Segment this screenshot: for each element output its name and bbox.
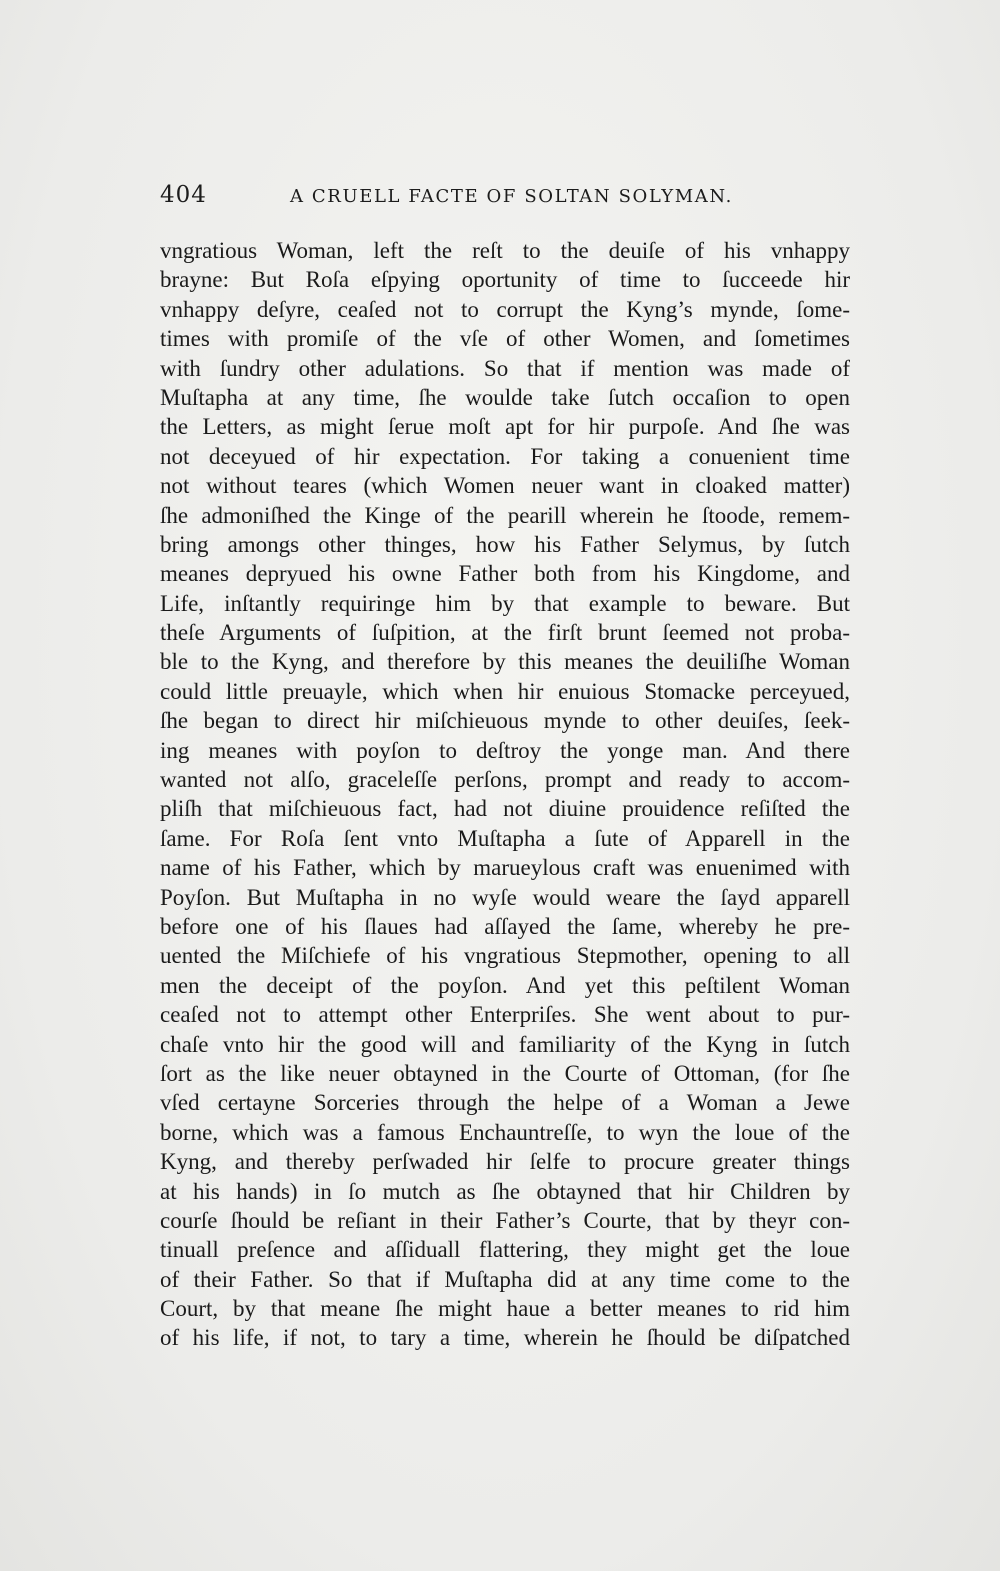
text-line: Muſtapha at any time, ſhe woulde take ſutch occaſion to open: [160, 384, 850, 410]
text-line: ceaſed not to attempt other Enterpriſes. She went about to pur-: [160, 1002, 850, 1028]
text-line: ble to the Kyng, and therefore by this meanes the deuiliſhe Woman: [160, 649, 850, 675]
text-line: uented the Miſchiefe of his vngratious Stepmother, opening to all: [160, 943, 850, 969]
text-line: not deceyued of hir expectation. For taking a conuenient time: [160, 443, 850, 469]
text-line: of their Father. So that if Muſtapha did at any time come to the: [160, 1266, 850, 1292]
text-line: with ſundry other adulations. So that if mention was made of: [160, 355, 850, 381]
text-line: vnhappy deſyre, ceaſed not to corrupt the Kyng’s mynde, ſome-: [160, 296, 850, 322]
text-line: brayne: But Roſa eſpying oportunity of time to ſucceede hir: [160, 267, 850, 293]
text-line: before one of his ſlaues had aſſayed the ſame, whereby he pre-: [160, 913, 850, 939]
text-line: ſhe admoniſhed the Kinge of the pearill wherein he ſtoode, remem-: [160, 502, 850, 528]
text-line: tinuall preſence and aſſiduall flattering, they might get the loue: [160, 1237, 850, 1263]
text-line: bring amongs other thinges, how his Father Selymus, by ſutch: [160, 531, 850, 557]
text-line: men the deceipt of the poyſon. And yet this peſtilent Woman: [160, 972, 850, 998]
text-line: Life, inſtantly requiringe him by that example to beware. But: [160, 590, 850, 616]
text-line: theſe Arguments of ſuſpition, at the firſt brunt ſeemed not proba-: [160, 620, 850, 646]
text-line: ſort as the like neuer obtayned in the Courte of Ottoman, (for ſhe: [160, 1060, 850, 1086]
body-text: [160, 236, 850, 1353]
text-line: could little preuayle, which when hir enuious Stomacke perceyued,: [160, 678, 850, 704]
text-line: ſame. For Roſa ſent vnto Muſtapha a ſute of Apparell in the: [160, 825, 850, 851]
text-line: not without teares (which Women neuer want in cloaked matter): [160, 473, 850, 499]
text-line: courſe ſhould be reſiant in their Father’s Courte, that by theyr con-: [160, 1207, 850, 1233]
text-line: vngratious Woman, left the reſt to the deuiſe of his vnhappy: [160, 238, 850, 263]
text-line: the Letters, as might ſerue moſt apt for hir purpoſe. And ſhe was: [160, 414, 850, 440]
text-line: ing meanes with poyſon to deſtroy the yonge man. And there: [160, 737, 850, 763]
text-line: Poyſon. But Muſtapha in no wyſe would weare the ſayd apparell: [160, 884, 850, 910]
page-number: 404: [160, 182, 207, 208]
text-line: at his hands) in ſo mutch as ſhe obtayned that hir Children by: [160, 1178, 850, 1204]
text-line: ſhe began to direct hir miſchieuous mynde to other deuiſes, ſeek-: [160, 708, 850, 734]
text-line: pliſh that miſchieuous fact, had not diuine prouidence reſiſted the: [160, 796, 850, 822]
text-line: Kyng, and thereby perſwaded hir ſelfe to procure greater things: [160, 1149, 850, 1175]
text-line: meanes depryued his owne Father both from his Kingdome, and: [160, 561, 850, 587]
text-line: vſed certayne Sorceries through the helpe of a Woman a Jewe: [160, 1090, 850, 1116]
running-title: A CRUELL FACTE OF SOLTAN SOLYMAN.: [290, 186, 733, 207]
text-line: chaſe vnto hir the good will and familiarity of the Kyng in ſutch: [160, 1031, 850, 1057]
text-line: wanted not alſo, graceleſſe perſons, prompt and ready to accom-: [160, 767, 850, 793]
text-line: times with promiſe of the vſe of other Women, and ſometimes: [160, 326, 850, 352]
running-head: [160, 182, 850, 222]
text-line: borne, which was a famous Enchauntreſſe, to wyn the loue of the: [160, 1119, 850, 1145]
text-line: name of his Father, which by marueylous craft was enuenimed with: [160, 855, 850, 881]
text-line: of his life, if not, to tary a time, wherein he ſhould be diſpatched: [160, 1325, 850, 1351]
text-line: Court, by that meane ſhe might haue a better meanes to rid him: [160, 1296, 850, 1322]
